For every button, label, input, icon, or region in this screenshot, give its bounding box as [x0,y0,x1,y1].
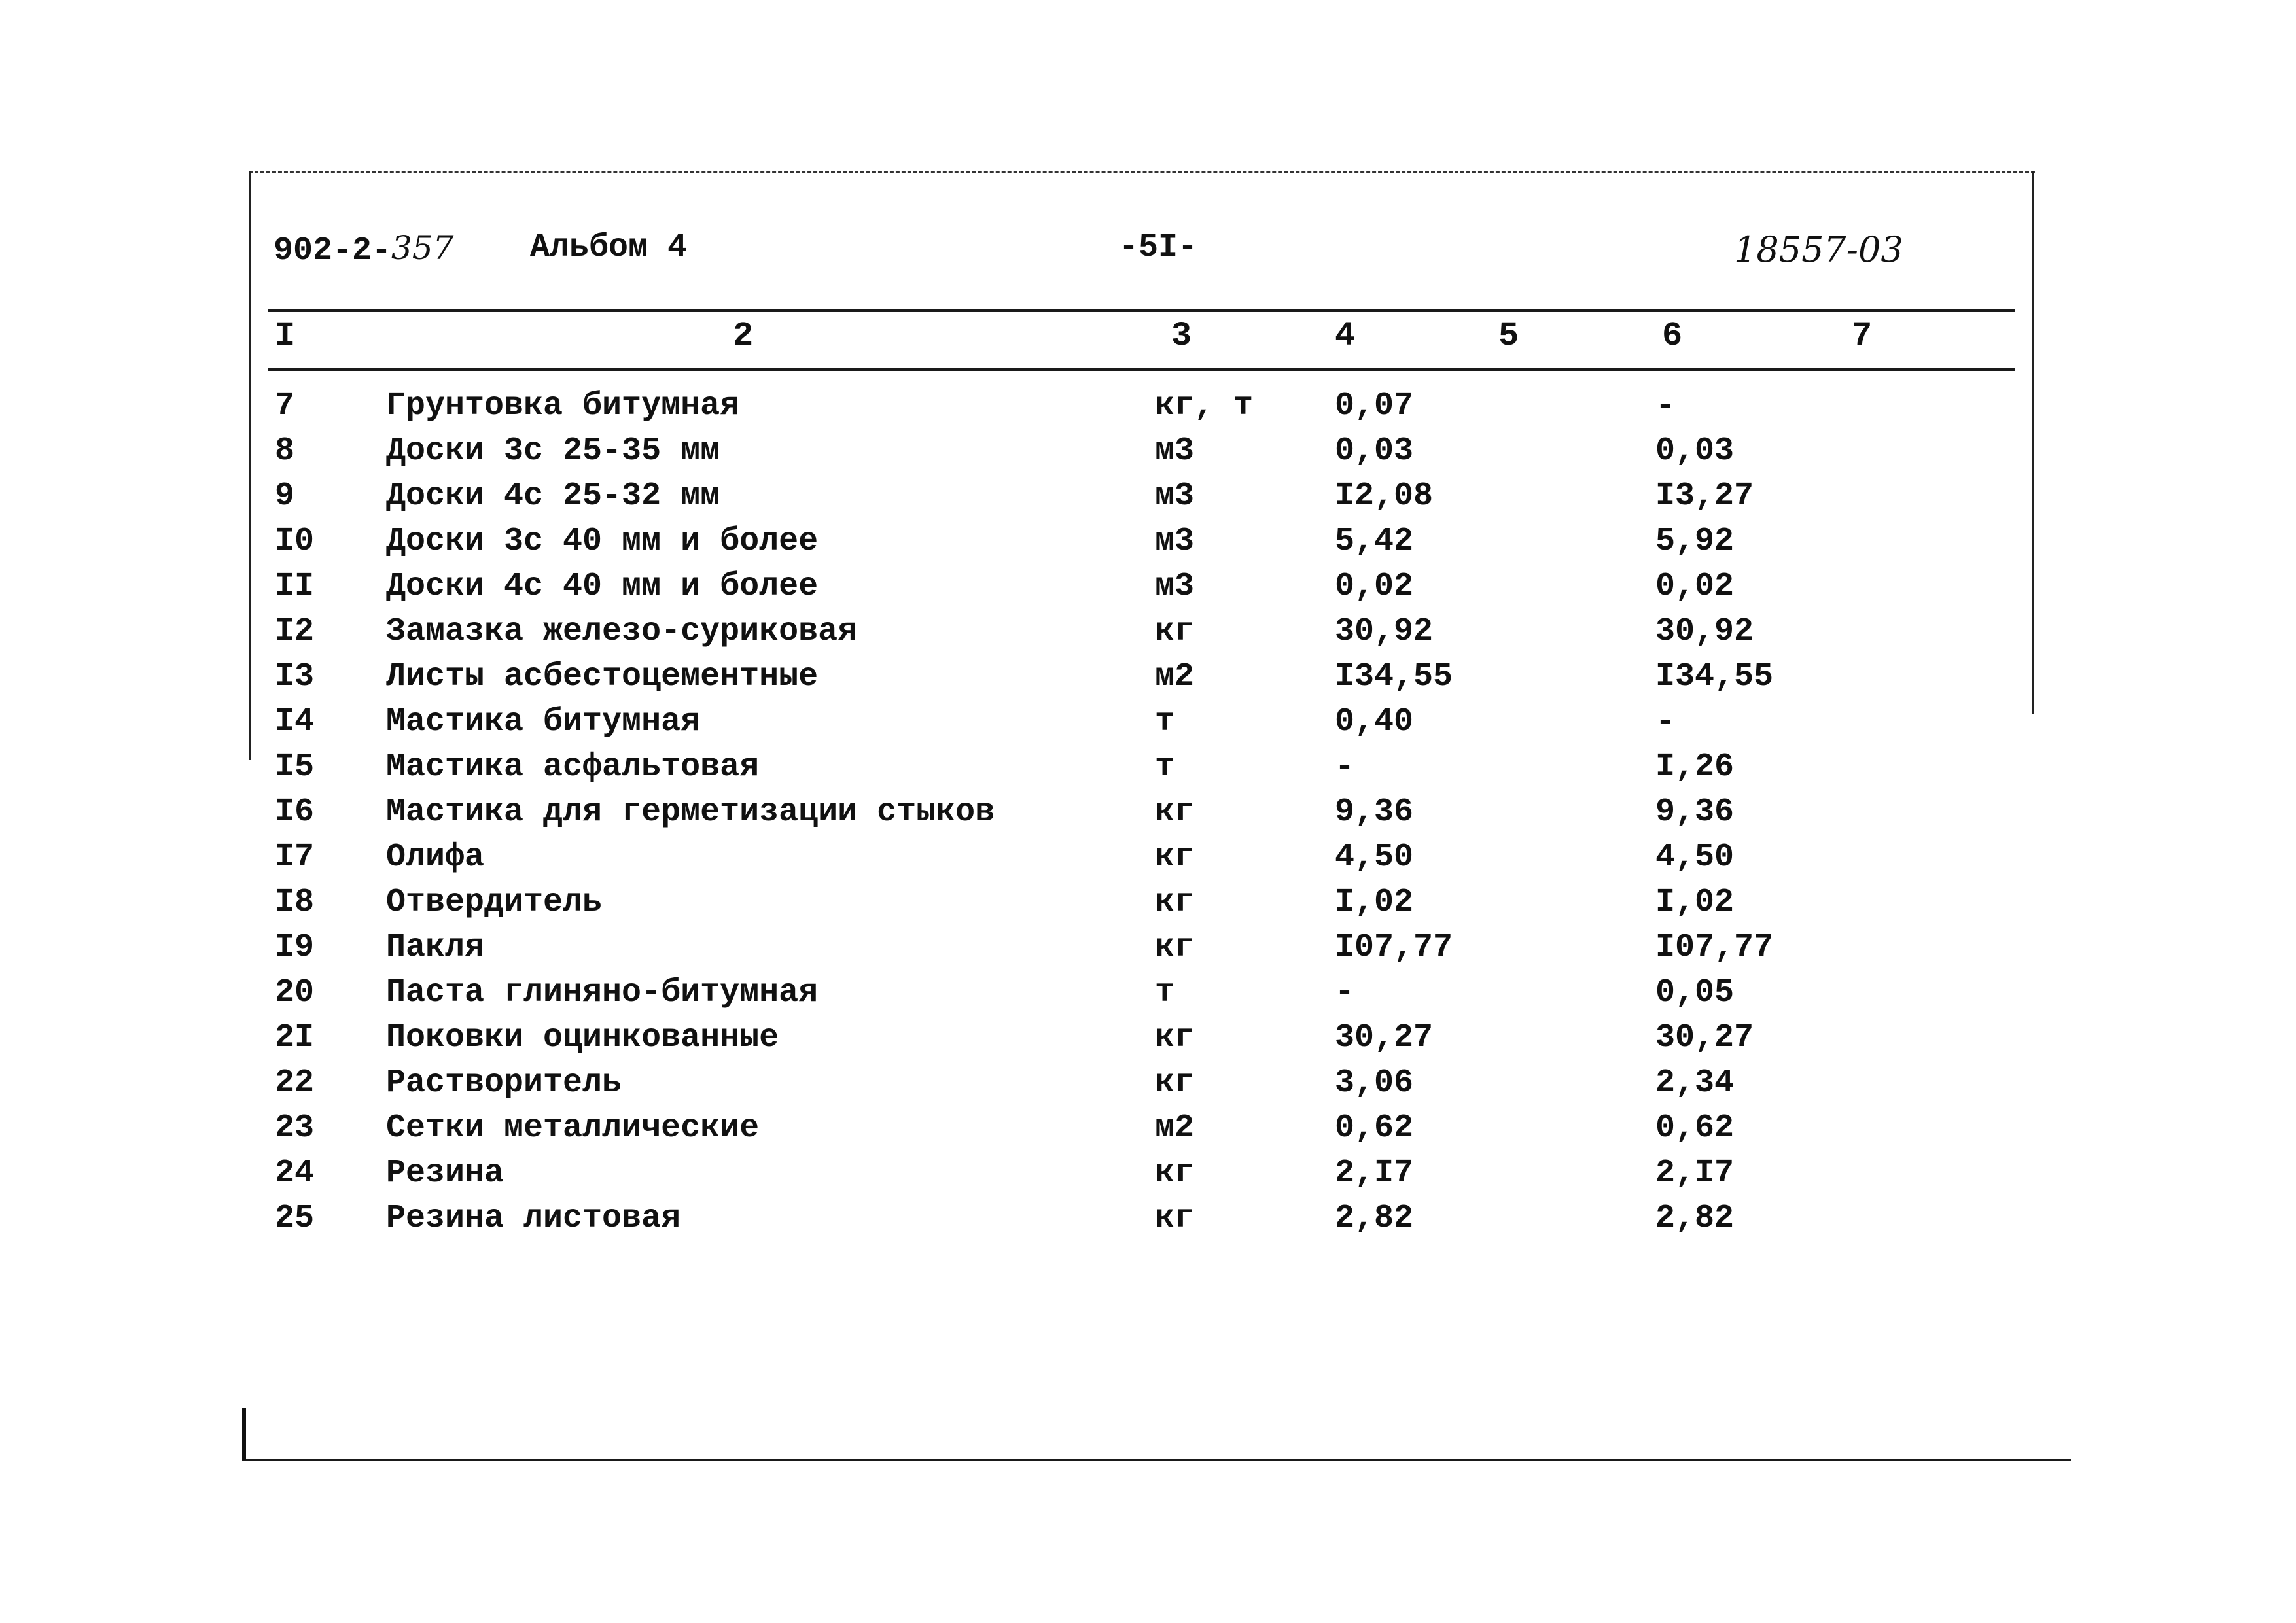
material-name: Резина листовая [386,1200,681,1237]
document-code-prefix: 902-2- [274,232,392,270]
table-row [249,1109,2035,1155]
value-col6: 2,I7 [1655,1155,1735,1192]
table-row [249,613,2035,659]
value-col4: 3,06 [1335,1064,1414,1102]
row-number: 23 [275,1109,315,1147]
value-col6: 4,50 [1655,839,1735,876]
album-label: Альбом 4 [530,229,688,266]
unit: кг [1155,1200,1195,1237]
value-col4: 5,42 [1335,523,1414,560]
value-col4: 2,82 [1335,1200,1414,1237]
value-col6: I3,27 [1655,478,1754,515]
table-row [249,1155,2035,1200]
value-col6: 5,92 [1655,523,1735,560]
table-row [249,794,2035,839]
row-number: 25 [275,1200,315,1237]
row-number: 9 [275,478,295,515]
row-number: 2I [275,1019,315,1056]
unit: кг [1155,794,1195,831]
unit: м3 [1155,432,1195,470]
row-number: 24 [275,1155,315,1192]
material-name: Листы асбестоцементные [386,658,819,695]
material-name: Замазка железо-суриковая [386,613,858,650]
row-number: I2 [275,613,315,650]
value-col4: 30,27 [1335,1019,1434,1056]
row-number: I7 [275,839,315,876]
unit: м2 [1155,658,1195,695]
value-col4: 0,40 [1335,703,1414,741]
value-col4: 0,02 [1335,568,1414,605]
value-col6: 9,36 [1655,794,1735,831]
value-col6: - [1655,387,1676,425]
document-code [274,229,453,270]
material-name: Доски 3с 40 мм и более [386,523,819,560]
value-col4: 30,92 [1335,613,1434,650]
document-sheet [249,171,2035,1467]
value-col4: I2,08 [1335,478,1434,515]
row-number: I8 [275,884,315,921]
material-name: Мастика асфальтовая [386,748,760,786]
registration-number: 18557-03 [1734,229,1903,270]
table-header-bottom-rule [268,368,2015,371]
row-number: 8 [275,432,295,470]
column-header-4: 4 [1335,317,1356,355]
table-row [249,884,2035,930]
value-col6: 30,92 [1655,613,1754,650]
table-row [249,387,2035,433]
column-header-6: 6 [1662,317,1683,355]
unit: кг [1155,613,1195,650]
row-number: I9 [275,929,315,966]
table-row [249,839,2035,884]
unit: кг [1155,1155,1195,1192]
row-number: I6 [275,794,315,831]
material-name: Грунтовка битумная [386,387,740,425]
frame-top-line [249,171,2035,173]
unit: кг [1155,929,1195,966]
material-name: Паста глиняно-битумная [386,974,819,1011]
value-col4: 9,36 [1335,794,1414,831]
unit: кг [1155,839,1195,876]
unit: кг [1155,1019,1195,1056]
table-row [249,523,2035,568]
material-name: Растворитель [386,1064,622,1102]
value-col4: 0,07 [1335,387,1414,425]
value-col4: 2,I7 [1335,1155,1414,1192]
row-number: I5 [275,748,315,786]
material-name: Резина [386,1155,504,1192]
table-row [249,658,2035,704]
row-number: I4 [275,703,315,741]
value-col6: 0,03 [1655,432,1735,470]
value-col4: I34,55 [1335,658,1453,695]
table-row [249,432,2035,478]
unit: т [1155,748,1175,786]
column-header-5: 5 [1498,317,1519,355]
row-number: 22 [275,1064,315,1102]
table-row [249,748,2035,794]
row-number: 7 [275,387,295,425]
unit: т [1155,974,1175,1011]
value-col6: 2,34 [1655,1064,1735,1102]
value-col6: I34,55 [1655,658,1774,695]
column-header-7: 7 [1852,317,1873,355]
value-col6: 2,82 [1655,1200,1735,1237]
value-col4: - [1335,748,1355,786]
value-col6: - [1655,703,1676,741]
material-name: Мастика для герметизации стыков [386,794,995,831]
unit: кг [1155,884,1195,921]
value-col6: I,02 [1655,884,1735,921]
column-header-2: 2 [733,317,754,355]
row-number: II [275,568,315,605]
row-number: I0 [275,523,315,560]
value-col4: 0,62 [1335,1109,1414,1147]
table-row [249,929,2035,975]
row-number: 20 [275,974,315,1011]
value-col4: I,02 [1335,884,1414,921]
material-name: Мастика битумная [386,703,701,741]
unit: м3 [1155,568,1195,605]
unit: т [1155,703,1175,741]
unit: кг, т [1155,387,1254,425]
value-col4: 4,50 [1335,839,1414,876]
page-number: -5I- [1119,229,1198,266]
table-row [249,974,2035,1020]
value-col6: 0,62 [1655,1109,1735,1147]
material-name: Олифа [386,839,485,876]
material-name: Сетки металлические [386,1109,760,1147]
table-row [249,568,2035,614]
material-name: Доски 4с 25-32 мм [386,478,720,515]
row-number: I3 [275,658,315,695]
column-header-1: I [275,317,296,355]
document-code-handwritten: 357 [391,229,454,267]
unit: м3 [1155,523,1195,560]
value-col4: I07,77 [1335,929,1453,966]
value-col6: 0,05 [1655,974,1735,1011]
value-col6: I,26 [1655,748,1735,786]
table-row [249,1064,2035,1110]
unit: м2 [1155,1109,1195,1147]
table-header-top-rule [268,309,2015,312]
material-name: Доски 4с 40 мм и более [386,568,819,605]
table-row [249,478,2035,523]
material-name: Поковки оцинкованные [386,1019,779,1056]
table-row [249,1200,2035,1246]
material-name: Доски 3с 25-35 мм [386,432,720,470]
unit: м3 [1155,478,1195,515]
value-col6: 0,02 [1655,568,1735,605]
value-col6: 30,27 [1655,1019,1754,1056]
material-name: Отвердитель [386,884,603,921]
table-row [249,703,2035,749]
table-row [249,1019,2035,1065]
value-col4: 0,03 [1335,432,1414,470]
material-name: Пакля [386,929,485,966]
value-col4: - [1335,974,1355,1011]
value-col6: I07,77 [1655,929,1774,966]
frame-bottom-line [242,1459,2071,1461]
column-header-3: 3 [1171,317,1192,355]
frame-bottom-left-tick [242,1408,246,1460]
unit: кг [1155,1064,1195,1102]
